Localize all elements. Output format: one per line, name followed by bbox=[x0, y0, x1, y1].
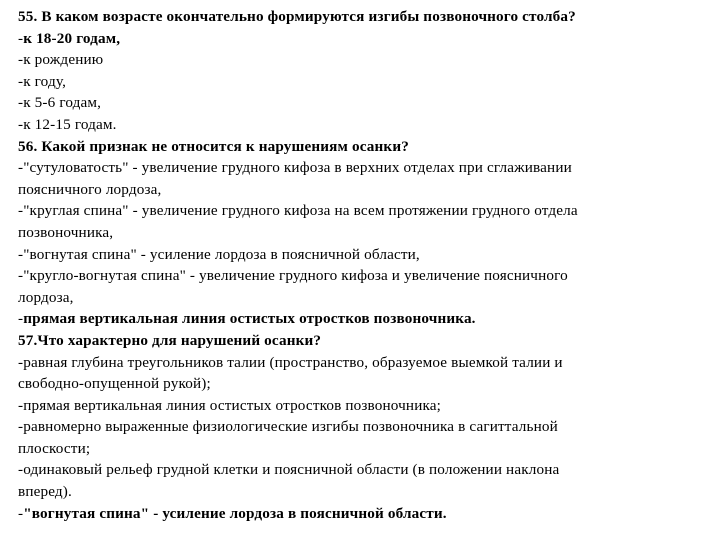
text-segment: - bbox=[18, 504, 24, 522]
text-segment: лордоза, bbox=[18, 288, 74, 306]
text-segment: -"сутуловатость" - увеличение грудного кифоза в верхних отделах при сглаживании bbox=[18, 159, 572, 177]
bold-text-segment: прямая вертикальная линия остистых отростков позвоночника. bbox=[23, 310, 476, 328]
text-segment: -к 12-15 годам. bbox=[18, 115, 117, 133]
text-segment: -к 5-6 годам, bbox=[18, 94, 102, 112]
text-line bbox=[18, 395, 708, 417]
text-segment: свободно-опущенной рукой); bbox=[18, 375, 211, 393]
text-line bbox=[18, 373, 708, 395]
text-line bbox=[18, 438, 708, 460]
text-line bbox=[18, 308, 708, 330]
text-line bbox=[18, 459, 708, 481]
text-segment: -равномерно выраженные физиологические изгибы позвоночника в сагиттальной bbox=[18, 418, 558, 436]
text-segment: -"круглая спина" - увеличение грудного кифоза на всем протяжении грудного отдела bbox=[18, 202, 578, 220]
text-line bbox=[18, 49, 708, 71]
text-segment: вперед). bbox=[18, 483, 72, 501]
bold-text-segment: 57.Что характерно для нарушений осанки? bbox=[18, 331, 322, 349]
text-segment: - bbox=[18, 310, 24, 328]
text-line bbox=[18, 244, 708, 266]
text-segment: -одинаковый рельеф грудной клетки и поясничной области (в положении наклона bbox=[18, 461, 560, 479]
bold-text-segment: к 18-20 годам, bbox=[23, 29, 121, 47]
text-line bbox=[18, 179, 708, 201]
text-line bbox=[18, 114, 708, 136]
text-line bbox=[18, 222, 708, 244]
text-line bbox=[18, 287, 708, 309]
text-line bbox=[18, 265, 708, 287]
text-line bbox=[18, 200, 708, 222]
text-line bbox=[18, 92, 708, 114]
text-line bbox=[18, 28, 708, 50]
text-segment: -равная глубина треугольников талии (пространство, образуемое выемкой талии и bbox=[18, 353, 563, 371]
text-line bbox=[18, 330, 708, 352]
text-segment: -к году, bbox=[18, 72, 67, 90]
text-line bbox=[18, 136, 708, 158]
text-line bbox=[18, 6, 708, 28]
text-segment: -"кругло-вогнутая спина" - увеличение грудного кифоза и увеличение поясничного bbox=[18, 267, 568, 285]
bold-text-segment: "вогнутая спина" - усиление лордоза в поясничной области. bbox=[23, 504, 447, 522]
text-line bbox=[18, 352, 708, 374]
bold-text-segment: 56. Какой признак не относится к нарушениям осанки? bbox=[18, 137, 409, 155]
text-segment: поясничного лордоза, bbox=[18, 180, 162, 198]
text-segment: - bbox=[18, 29, 24, 47]
text-line bbox=[18, 71, 708, 93]
text-segment: -"вогнутая спина" - усиление лордоза в поясничной области, bbox=[18, 245, 420, 263]
text-line bbox=[18, 416, 708, 438]
text-line bbox=[18, 481, 708, 503]
text-segment: -прямая вертикальная линия остистых отростков позвоночника; bbox=[18, 396, 442, 414]
text-segment: позвоночника, bbox=[18, 223, 114, 241]
text-line bbox=[18, 157, 708, 179]
document-body bbox=[18, 6, 708, 524]
text-line bbox=[18, 503, 708, 525]
bold-text-segment: 55. В каком возрасте окончательно формируются изгибы позвоночного столба? bbox=[18, 8, 576, 25]
text-segment: -к рождению bbox=[18, 51, 104, 69]
text-segment: плоскости; bbox=[18, 439, 91, 457]
